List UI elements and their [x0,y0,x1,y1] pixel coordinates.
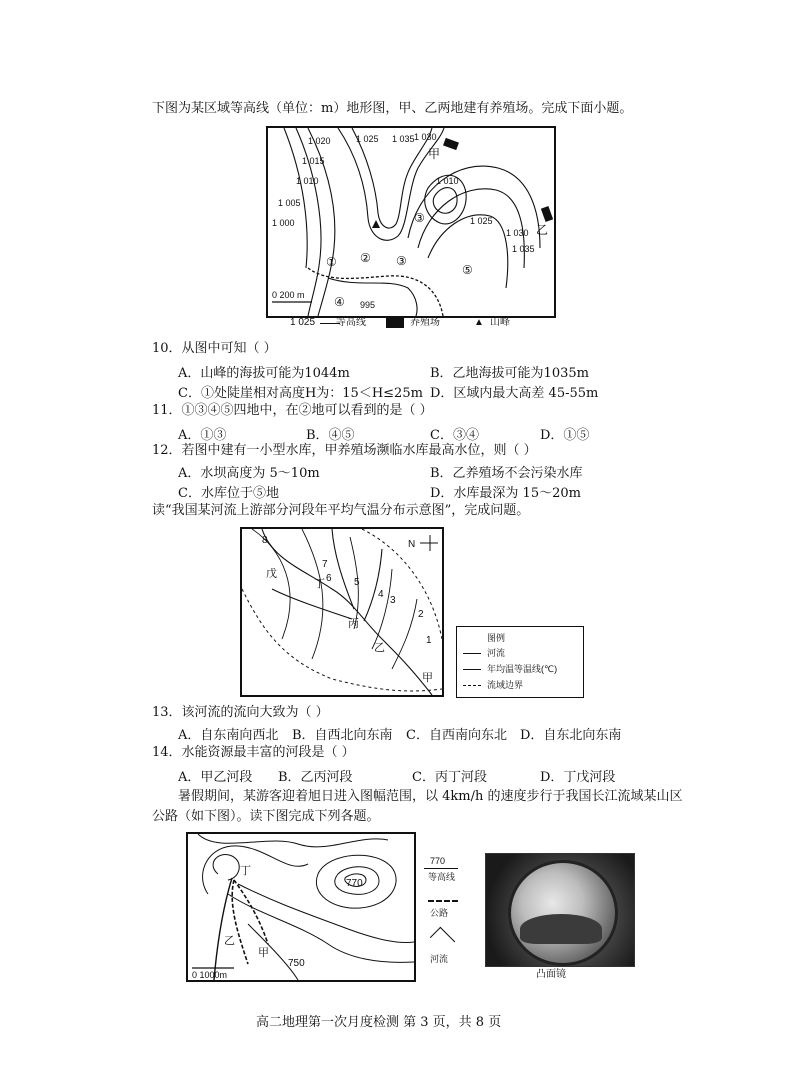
place-jia: 甲 [428,147,441,161]
farm-jia-marker [443,138,459,150]
river-path [214,878,232,980]
road-map-drawing [188,834,414,980]
contour-label: 1 015 [302,156,325,166]
contour-label: 1 035 [392,134,415,144]
contour-label: 1 010 [296,176,319,186]
convex-mirror-photo [485,853,635,967]
legend-isotherm-label: 年均温等温线(℃) [487,664,558,674]
q14-option-d: D．丁戊河段 [540,770,616,785]
river-tributary [272,589,352,619]
legend-farm-icon [386,318,404,328]
contour-label: 1 035 [512,244,535,254]
place-jia: 甲 [422,672,433,684]
contour-label: 1 030 [506,228,529,238]
q14-option-b: B．乙丙河段 [278,770,353,785]
peak-marker [372,220,380,228]
isotherm-line [302,529,323,659]
contour-value: 750 [288,958,305,969]
q12-stem: 12．若图中建有一小型水库，甲养殖场濒临水库最高水位，则（ ） [152,443,537,458]
road-path [232,880,248,964]
contour-value: 770 [346,878,363,889]
q12-option-b: B．乙养殖场不会污染水库 [430,466,583,481]
q13-option-b: B．自西北向东南 [292,728,393,743]
isotherm-value: 6 [326,573,332,584]
intro-text-3-line2: 公路（如下图）。读下图完成下列各题。 [152,809,380,824]
q11-option-c: C．③④ [430,428,479,443]
place-yi: 乙 [536,223,549,237]
map3-legend-river-label: 河流 [430,954,449,964]
place-yi: 乙 [224,935,235,947]
q13-option-a: A．自东南向西北 [178,728,279,743]
isotherm-line [372,569,392,649]
contour-label: 1 025 [470,216,493,226]
contour-label: 1 030 [414,132,437,142]
q13-option-d: D．自东北向东南 [520,728,622,743]
point-label-4: ④ [334,295,345,309]
q12-option-a: A．水坝高度为 5～10m [178,466,320,481]
point-label-3-upper: ③ [414,211,425,225]
legend-title: 图例 [487,633,506,643]
basin-boundary [242,589,442,691]
map3-legend-contour-value: 770 [430,856,446,866]
q13-option-c: C．自西南向东北 [406,728,507,743]
contour-label: 1 000 [272,218,295,228]
legend-river-label: 河流 [487,648,506,658]
isotherm-value: 8 [262,535,268,546]
place-bing: 丙 [348,618,359,630]
q11-stem: 11．①③④⑤四地中，在②地可以看到的是（ ） [152,403,433,418]
isotherm-value: 2 [418,609,424,620]
legend-isotherm-line [463,669,481,670]
legend-river-line [463,653,481,654]
q12-option-c: C．水库位于⑤地 [178,486,279,501]
place-yi: 乙 [374,642,385,654]
point-label-5: ⑤ [462,263,473,277]
legend-river-icon [430,927,455,952]
isotherm-value: 7 [322,559,328,570]
contour-line [428,215,508,288]
river-main [262,529,432,695]
point-label-1: ① [326,255,337,269]
place-jia: 甲 [258,947,269,959]
road-contour-map [186,832,416,982]
contour-label: 1 020 [308,136,331,146]
scale-label: 0 1000m [192,970,228,980]
q14-option-a: A．甲乙河段 [178,770,253,785]
q10-option-c: C．①处陡崖相对高度H为：15＜H≤25m [178,386,423,401]
farm-yi-marker [541,206,553,222]
contour-line [433,188,457,214]
point-label-2: ② [360,251,371,265]
north-label: N [408,539,416,550]
intro-text-2: 读“我国某河流上游部分河段年平均气温分布示意图”，完成问题。 [152,503,530,518]
contour-line [228,894,414,962]
contour-line [203,846,308,894]
river-map-drawing [242,529,442,695]
q12-option-d: D．水库最深为 15～20m [430,486,581,501]
contour-label: 1 005 [278,198,301,208]
place-ding: 丁 [240,865,251,877]
contour-label: 1 025 [356,134,379,144]
map1-legend-farm-label: 养殖场 [410,317,440,328]
intro-text-3-line1: 暑假期间，某游客迎着旭日进入图幅范围，以 4km/h 的速度步行于我国长江流域某山区 [178,789,683,804]
contour-line [213,855,239,880]
river-tributary [364,549,382,621]
contour-label: 1 010 [436,176,459,186]
isotherm-line [392,599,417,669]
place-wu: 戊 [266,568,277,580]
contour-map-1-drawing [268,128,554,316]
map1-legend-contour-value: 1 025 [290,317,316,328]
q10-option-a: A．山峰的海拔可能为1044m [178,366,350,381]
q14-option-c: C．丙丁河段 [412,770,487,785]
river-isotherm-map [240,527,444,697]
river-map-legend [456,626,584,698]
page-footer: 高二地理第一次月度检测 第 3 页，共 8 页 [256,1015,502,1030]
q10-stem: 10．从图中可知（ ） [152,341,277,356]
contour-line [248,924,298,980]
map3-legend-road-label: 公路 [430,908,449,918]
q11-option-d: D．①⑤ [540,428,590,443]
q10-option-d: D．区域内最大高差 45-55m [430,386,599,401]
photo-caption: 凸面镜 [536,969,566,980]
q14-stem: 14．水能资源最丰富的河段是（ ） [152,745,355,760]
point-label-3: ③ [396,254,407,268]
isotherm-value: 1 [426,635,432,646]
scale-label: 0 200 m [272,290,305,300]
legend-boundary-label: 流域边界 [487,680,524,690]
isotherm-value: 3 [390,595,396,606]
isotherm-value: 4 [378,589,384,600]
isotherm-line [252,529,290,639]
place-ding: 丁 [314,578,325,590]
q13-stem: 13．该河流的流向大致为（ ） [152,705,329,720]
contour-line [198,834,388,847]
map1-legend-peak-label: 山峰 [490,317,510,328]
q11-option-a: A．①③ [178,428,227,443]
map3-legend-contour-label: 等高线 [428,872,456,882]
contour-map-1 [266,126,556,318]
q11-option-b: B．④⑤ [306,428,355,443]
mirror-reflection-hill [520,914,602,944]
map1-legend-contour-label: 等高线 [336,317,366,328]
legend-boundary-line [463,685,481,686]
intro-text-1: 下图为某区域等高线（单位：m）地形图，甲、乙两地建有养殖场。完成下面小题。 [152,101,633,116]
contour-label: 995 [360,300,376,310]
cliff-line [308,268,443,316]
isotherm-value: 5 [354,577,360,588]
legend-peak-icon: ▲ [474,317,484,328]
q10-option-b: B．乙地海拔可能为1035m [430,366,589,381]
mirror-disc [508,860,618,966]
legend-road-line [428,900,458,902]
